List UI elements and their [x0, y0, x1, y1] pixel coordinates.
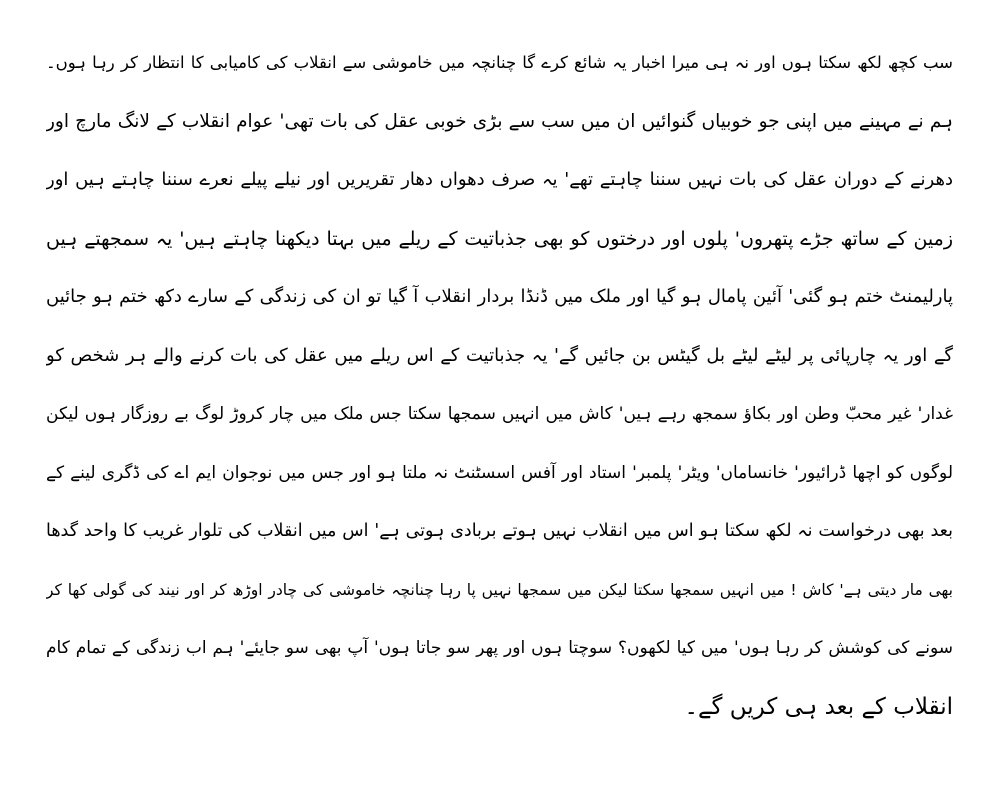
text-line: سب کچھ لکھ سکتا ہوں اور نہ ہی میرا اخبار یہ شائع کرے گا چنانچہ میں خاموشی سے انقلاب کی کامیابی کا انتظار کر رہا ہوں۔ — [46, 53, 953, 72]
text-line: سونے کی کوشش کر رہا ہوں' میں کیا لکھوں؟ سوچتا ہوں اور پھر سو جاتا ہوں' آپ بھی سو جایئے' ہم اب زندگی کے تمام کام — [46, 638, 953, 658]
text-line: دھرنے کے دوران عقل کی بات نہیں سننا چاہتے تھے' یہ صرف دھواں دھار تقریریں اور نیلے پیلے نعرے سننا چاہتے ہیں اور — [46, 169, 953, 190]
text-line: انقلاب کے بعد ہی کریں گے۔ — [684, 693, 953, 720]
text-line: لوگوں کو اچھا ڈرائیور' خانساماں' ویٹر' پلمبر' استاد اور آفس اسسٹنٹ نہ ملتا ہو اور جس میں نوجوان ایم اے کی ڈگری لینے کے — [46, 462, 953, 483]
article-text — [46, 34, 953, 736]
text-line: ہم نے مہینے میں اپنی جو خوبیاں گنوائیں ان میں سب سے بڑی خوبی عقل کی بات تھی' عوام انقلاب کے لانگ مارچ اور — [46, 110, 953, 132]
text-line: گے اور یہ چارپائی پر لیٹے لیٹے بل گیٹس بن جائیں گے' یہ جذباتیت کے اس ریلے میں عقل کی بات کرنے والے ہر شخص کو — [46, 344, 953, 366]
text-line: پارلیمنٹ ختم ہو گئی' آئین پامال ہو گیا اور ملک میں ڈنڈا بردار انقلاب آ گیا تو ان کی زندگی کے سارے دکھ ختم ہو جائیں — [46, 286, 953, 307]
text-line: زمین کے ساتھ جڑے پتھروں' پلوں اور درختوں کو بھی جذباتیت کے ریلے میں بہتا دیکھنا چاہتے ہیں' یہ سمجھتے ہیں — [46, 227, 953, 250]
text-line: بھی مار دیتی ہے' کاش ! میں انہیں سمجھا سکتا لیکن میں سمجھا نہیں پا رہا چنانچہ خاموشی کی چادر اوڑھ کر اور نیند کی گولی کھا کر — [46, 580, 953, 599]
text-line: غدار' غیر محبّ وطن اور بکاؤ سمجھ رہے ہیں' کاش میں انہیں سمجھا سکتا جس ملک میں چار کروڑ لوگ بے روزگار ہوں لیکن — [46, 404, 953, 424]
text-line: بعد بھی درخواست نہ لکھ سکتا ہو اس میں انقلاب نہیں ہوتے بربادی ہوتی ہے' اس میں انقلاب کی تلوار غریب کا واحد گدھا — [46, 521, 953, 541]
